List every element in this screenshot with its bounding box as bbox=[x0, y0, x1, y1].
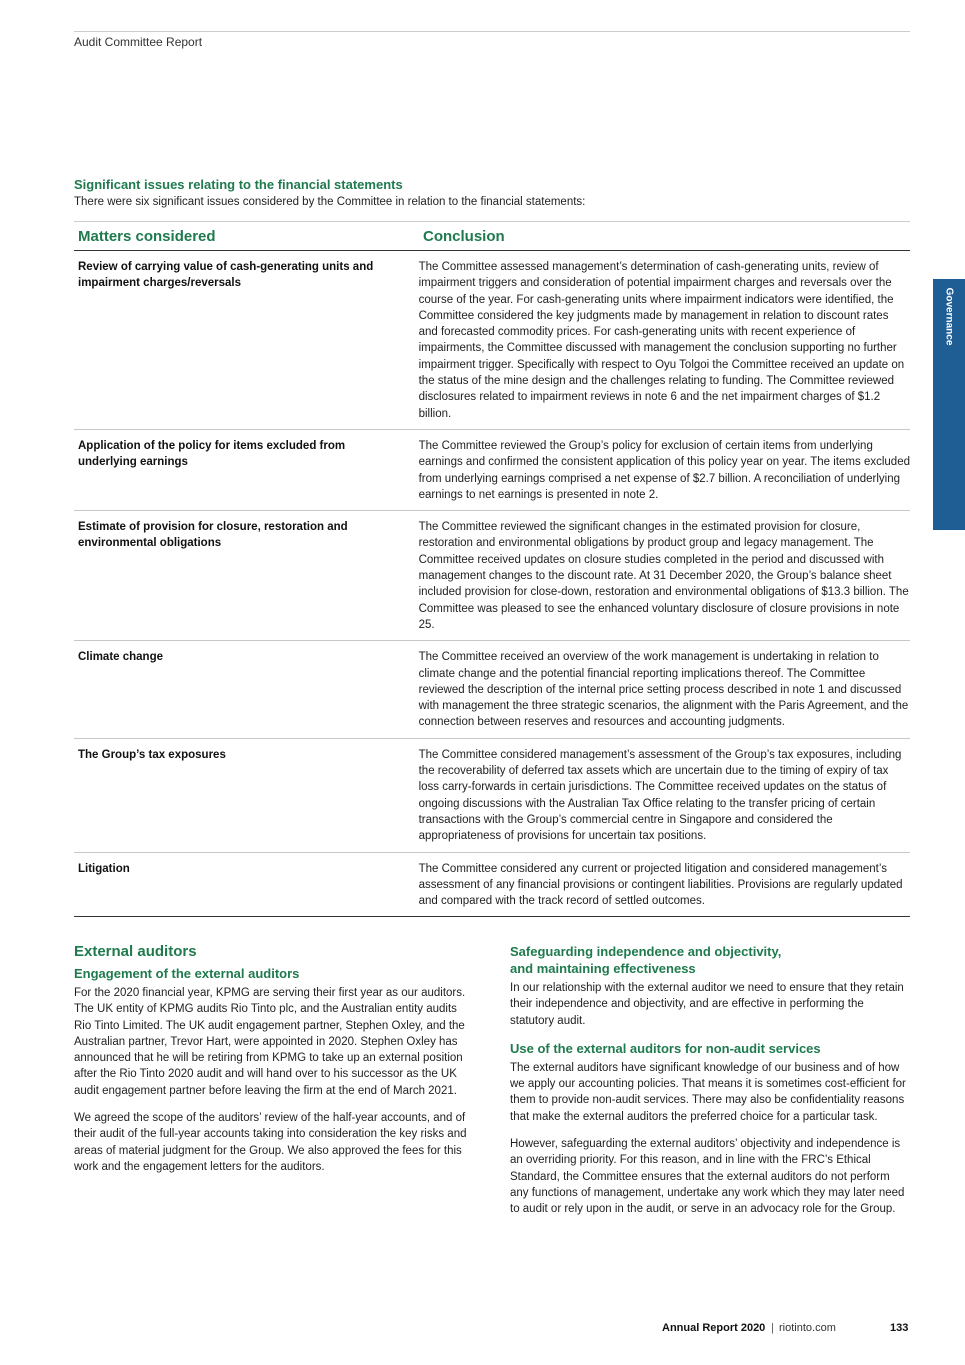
safeguarding-heading bbox=[510, 943, 910, 977]
column-header-conclusion: Conclusion bbox=[423, 228, 505, 245]
non-audit-services-heading: Use of the external auditors for non-audit services bbox=[510, 1040, 821, 1056]
non-audit-paragraph-2: However, safeguarding the external auditors’ objectivity and independence is an overriding priority. For this reason, and in line with the FRC’s Ethical Standard, the Committee ensures that the external auditors do not perform any functions of management, undertake any work which they may later need to audit or rely upon in the audit, or serve in an advocacy role for the Group. bbox=[510, 1138, 905, 1216]
safeguarding-heading-line-2: and maintaining effectiveness bbox=[510, 961, 696, 976]
table-row bbox=[74, 251, 910, 430]
conclusion-cell: The Committee considered any current or projected litigation and considered management’s assessment of any financial provisions or contingent liabilities. Provisions are regularly updated and compared with the track record of settled outcomes. bbox=[418, 862, 903, 908]
conclusion-cell: The Committee assessed management’s determination of cash-generating units, review of impairment triggers and consideration of potential impairment charges and reversals over the course of the year. For cash-generating units where impairment indicators were identified, the Committee considered the key judgments made by management in relation to discount rates and forecasted commodity prices. For cash-generating units with recent experience of impairments, the Committee discussed with management the conclusion supporting no further impairment trigger. Specifically with respect to Oyu Tolgoi the Committee received an update on the status of the mine design and the challenges relating to funding. The Committee reviewed disclosures related to impairment reviews in note 6 and the net impairment charges of $1.2 billion. bbox=[418, 261, 905, 420]
table-row bbox=[74, 739, 910, 853]
table-row bbox=[74, 641, 910, 738]
conclusion-cell: The Committee received an overview of the work management is undertaking in relation to climate change and the potential financial reporting implications thereof. The Committee reviewed the description of the internal price setting process described in note 1 and discussed with management the three strategic scenarios, the alignment with the Paris Agreement, and the connection between reserves and resources and accounting judgments. bbox=[418, 651, 909, 729]
external-auditors-heading: External auditors bbox=[74, 943, 197, 960]
conclusion-cell: The Committee considered management’s assessment of the Group’s tax exposures, including the recoverability of deferred tax assets which are uncertain due to the timing of expiry of tax loss carry-forwards in certain jurisdictions. The Committee received updates on the status of ongoing discussions with the Australian Tax Office relating to the transfer pricing of certain transactions with the Group’s commercial centre in Singapore and considered the appropriateness of provisions for uncertain tax positions. bbox=[418, 748, 902, 843]
footer-separator: | bbox=[771, 1322, 774, 1334]
external-auditors-left-column bbox=[74, 943, 474, 1186]
engagement-paragraph-2: We agreed the scope of the auditors’ review of the half-year accounts, and of their audit of the full-year accounts taking into consideration the key risks and areas of material judgment for the Group. We also approved the fees for this work and the engagement letters for the auditors. bbox=[74, 1112, 467, 1173]
matter-cell: Estimate of provision for closure, restoration and environmental obligations bbox=[78, 521, 348, 550]
header-rule bbox=[74, 31, 910, 32]
page-number: 133 bbox=[890, 1322, 909, 1334]
side-tab-label: Governance bbox=[943, 287, 955, 346]
external-auditors-right-column bbox=[510, 943, 910, 1229]
table-row bbox=[74, 853, 910, 918]
matter-cell: The Group’s tax exposures bbox=[78, 748, 226, 761]
non-audit-paragraph-1: The external auditors have significant knowledge of our business and of how we apply our accounting policies. That means it is sometimes cost-efficient for them to provide non-audit services. There may also be confidentiality reasons that make the external auditors the preferred choice for a particular task. bbox=[510, 1061, 906, 1123]
significant-issues-heading: Significant issues relating to the financial statements bbox=[74, 177, 403, 192]
table-row bbox=[74, 430, 910, 511]
governance-side-tab[interactable] bbox=[933, 279, 965, 530]
footer-report-title: Annual Report 2020 bbox=[662, 1322, 766, 1334]
matter-cell: Climate change bbox=[78, 651, 163, 664]
matter-cell: Litigation bbox=[78, 862, 130, 875]
table-header bbox=[74, 222, 910, 251]
column-header-matters: Matters considered bbox=[78, 228, 216, 245]
footer-website-link[interactable]: riotinto.com bbox=[779, 1322, 836, 1334]
matter-cell: Application of the policy for items excluded from underlying earnings bbox=[78, 439, 346, 469]
significant-issues-table bbox=[74, 221, 910, 917]
table-row bbox=[74, 511, 910, 641]
engagement-paragraph-1: For the 2020 financial year, KPMG are serving their first year as our auditors. The UK entity of KPMG audits Rio Tinto plc, and the Australian entity audits Rio Tinto Limited. The UK audit engagement partner, Stephen Oxley, and the Australian partner, Trevor Hart, were appointed in 2020. Stephen Oxley has announced that he will be retiring from KPMG to take up an external position after the Rio Tinto 2020 audit and will hand over to his successor as the UK audit engagement partner before leaving the firm at the end of March 2021. bbox=[74, 987, 466, 1097]
page-header-title: Audit Committee Report bbox=[74, 35, 203, 49]
significant-issues-intro: There were six significant issues considered by the Committee in relation to the financial statements: bbox=[74, 196, 586, 208]
engagement-heading: Engagement of the external auditors bbox=[74, 966, 300, 981]
safeguarding-heading-line-1: Safeguarding independence and objectivity, bbox=[510, 944, 782, 959]
conclusion-cell: The Committee reviewed the significant changes in the estimated provision for closure, restoration and environmental obligations by product group and legacy management. The Committee received updates on closure studies completed in the period and discussed with management changes to the discount rate. At 31 December 2020, the Group’s balance sheet included provision for close-down, restoration and environmental obligations of $13.3 billion. The Committee was pleased to see the enhanced voluntary disclosure of closure provisions in note 25. bbox=[418, 521, 909, 631]
matter-cell: Review of carrying value of cash-generating units and impairment charges/reversals bbox=[78, 261, 374, 290]
conclusion-cell: The Committee reviewed the Group’s policy for exclusion of certain items from underlying earnings and confirmed the consistent application of this policy year on year. The items excluded from underlying earnings comprised a net expense of $2.7 billion. A reconciliation of underlying earnings to net earnings is presented in note 2. bbox=[418, 439, 910, 501]
safeguarding-paragraph: In our relationship with the external auditor we need to ensure that they retain their independence and objectivity, and are effective in performing the statutory audit. bbox=[510, 982, 904, 1027]
